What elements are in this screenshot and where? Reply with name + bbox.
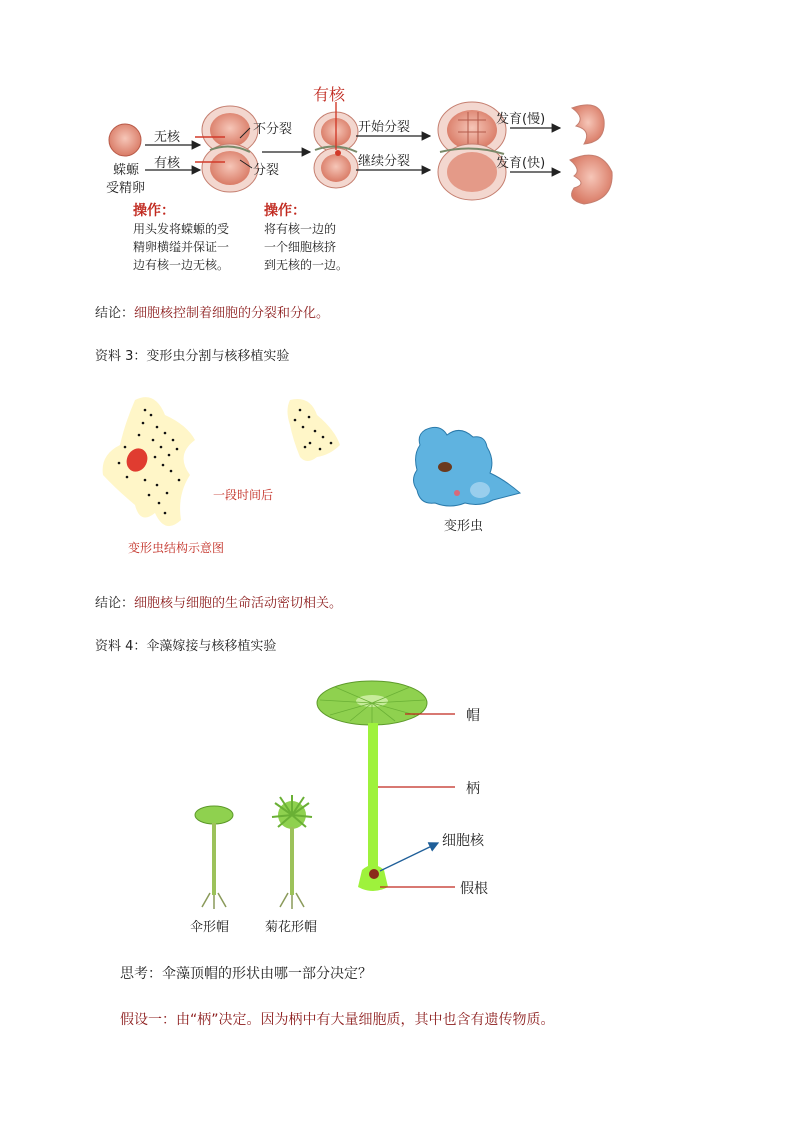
think-question — [120, 963, 372, 983]
amoeba-full-shape — [103, 397, 195, 526]
operation-2-line: 一个细胞核挤 — [264, 240, 337, 254]
label-no-nucleus: 无核 — [154, 130, 181, 145]
conclusion-2-prefix: 结论： — [95, 596, 135, 611]
salamander-experiment-figure — [100, 80, 620, 275]
amoeba-diagram-svg — [95, 385, 535, 565]
amoeba-photo — [414, 427, 521, 506]
label-stalk: 柄 — [466, 781, 480, 797]
conclusion-1-prefix: 结论： — [95, 306, 135, 321]
label-continue-division: 继续分裂 — [358, 154, 411, 169]
operation-1-line: 边有核一边无核。 — [133, 258, 230, 272]
acetabularia-figure — [180, 675, 520, 940]
amoeba-figure — [95, 385, 535, 565]
operation-2 — [264, 200, 348, 274]
label-cap: 帽 — [466, 708, 480, 724]
large-alga-stalk — [368, 723, 378, 873]
operation-2-line: 到无核的一边。 — [264, 258, 349, 272]
label-develop-fast: 发育(快) — [496, 156, 546, 171]
label-fertilized-egg: 受精卵 — [106, 181, 146, 196]
material-3-title: 资料 3：变形虫分割与核移植实验 — [95, 349, 290, 364]
constricted-egg-stage2 — [202, 106, 258, 192]
label-rhizoid: 假根 — [460, 881, 488, 897]
embryo-fast — [570, 155, 612, 204]
label-start-division: 开始分裂 — [358, 120, 411, 135]
material-4-title: 资料 4：伞藻嫁接与核移植实验 — [95, 639, 277, 654]
operation-1 — [133, 200, 229, 274]
large-alga-nucleus — [369, 869, 379, 879]
conclusion-1-text: 细胞核控制着细胞的分裂和分化。 — [134, 306, 330, 321]
fertilized-egg — [109, 124, 141, 156]
chrysanthemum-cap-alga — [272, 795, 312, 909]
conclusion-2 — [95, 592, 342, 611]
conclusion-1 — [95, 302, 329, 321]
operation-1-line: 用头发将蝾螈的受 — [133, 222, 230, 236]
label-after-time: 一段时间后 — [213, 488, 274, 502]
operation-1-line: 精卵横缢并保证一 — [133, 240, 230, 254]
label-no-division: 不分裂 — [253, 122, 293, 137]
label-nucleus: 细胞核 — [442, 833, 484, 849]
embryo-slow — [572, 105, 604, 144]
hypothesis-one: 假设一：由“柄”决定。因为柄中有大量细胞质，其中也含有遗传物质。 — [120, 1012, 555, 1028]
label-umbrella-cap: 伞形帽 — [190, 920, 230, 935]
label-division: 分裂 — [253, 163, 280, 178]
operation-1-title: 操作： — [133, 203, 175, 219]
label-chrysanthemum-cap: 菊花形帽 — [265, 920, 318, 935]
label-salamander: 蝾螈 — [113, 163, 140, 178]
operation-2-line: 将有核一边的 — [264, 222, 337, 236]
amoeba-photo-nucleus — [438, 462, 452, 472]
label-has-nucleus-top: 有核 — [313, 85, 346, 104]
label-has-nucleus: 有核 — [154, 156, 181, 171]
conclusion-2-text: 细胞核与细胞的生命活动密切相关。 — [134, 596, 343, 611]
amoeba-fragment-shape — [288, 399, 341, 461]
label-amoeba: 变形虫 — [444, 519, 484, 534]
think-text: 伞藻顶帽的形状由哪一部分决定？ — [162, 966, 372, 982]
umbrella-cap-alga — [195, 806, 233, 824]
label-structure-caption: 变形虫结构示意图 — [128, 541, 225, 555]
label-develop-slow: 发育(慢) — [496, 112, 546, 127]
operation-2-title: 操作： — [264, 203, 306, 219]
think-label: 思考： — [120, 966, 162, 982]
